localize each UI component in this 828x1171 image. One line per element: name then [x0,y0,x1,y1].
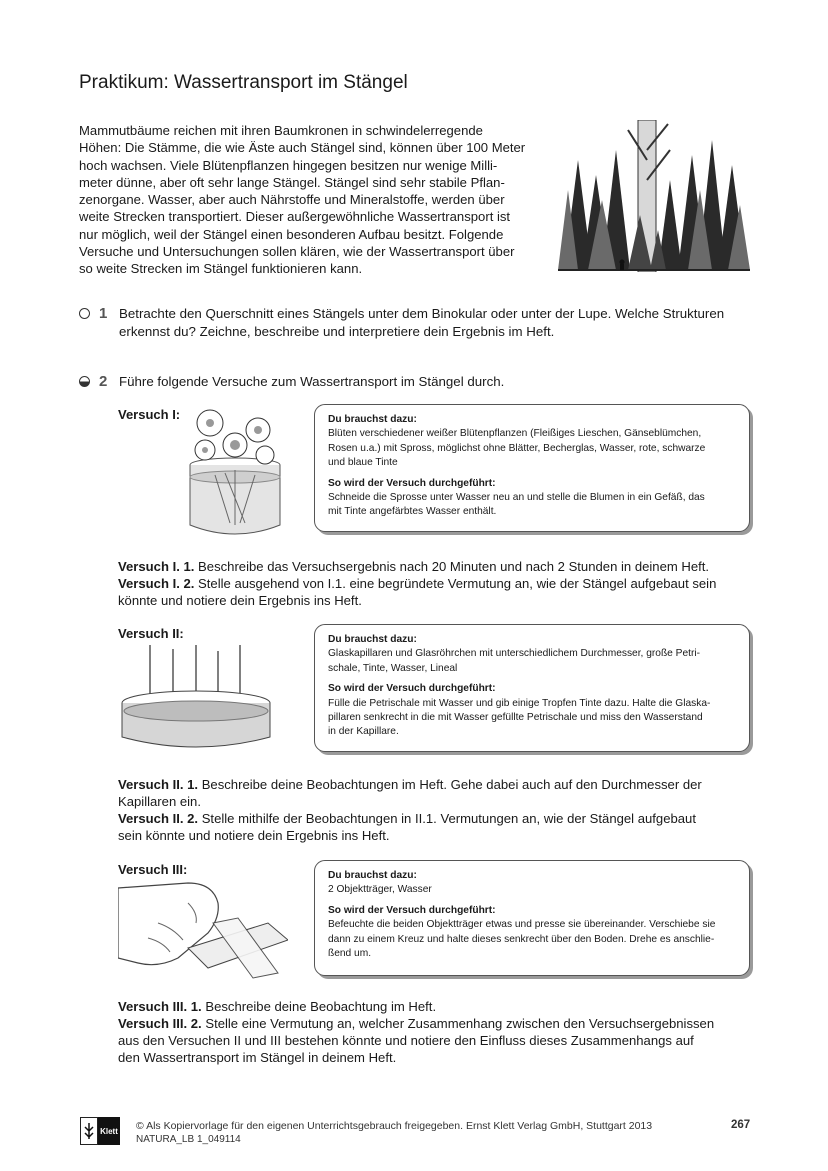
task-1 [79,305,779,340]
copyright-notice: © Als Kopiervorlage für den eigenen Unterrichtsgebrauch freigegeben. Ernst Klett Verlag GmbH, Stuttgart 2013 [136,1120,653,1132]
petri-dish-illustration [118,645,278,755]
intro-paragraph [79,122,541,278]
question-text: Kapillaren ein. [118,794,201,809]
question-text: Beschreibe das Versuchsergebnis nach 20 Minuten und nach 2 Stunden in deinem Heft. [194,559,710,574]
box-heading: So wird der Versuch durchgeführt: [328,683,496,695]
versuch-1-label: Versuch I: [118,407,181,422]
klett-logo-icon [80,1117,98,1145]
box-heading: So wird der Versuch durchgeführt: [328,477,496,489]
box-line: Rosen u.a.) mit Spross, möglichst ohne Blätter, Becherglas, Wasser, rote, schwarze [328,442,706,454]
page-title: Praktikum: Wassertransport im Stängel [79,72,408,93]
question-label: Versuch II. 2. [118,811,199,826]
versuch-1-box [314,404,750,532]
box-line: mit Tinte angefärbtes Wasser enthält. [328,506,497,518]
question-label: Versuch II. 1. [118,777,199,792]
question-text: Stelle ausgehend von I.1. eine begründete Vermutung an, wie der Stängel aufgebaut sein [194,576,717,591]
task-number: 1 [99,305,108,322]
task-line: erkennst du? Zeichne, beschreibe und interpretiere dein Ergebnis im Heft. [119,323,555,339]
box-heading: Du brauchst dazu: [328,414,417,425]
question-label: Versuch I. 1. [118,559,195,574]
versuch-2-label: Versuch II: [118,626,184,641]
box-line: schale, Tinte, Wasser, Lineal [328,662,458,674]
hand-slides-illustration [118,878,288,988]
box-line: 2 Objektträger, Wasser [328,884,432,896]
flower-beaker-illustration [180,405,290,540]
product-code: NATURA_LB 1_049114 [136,1134,241,1145]
task-line: Führe folgende Versuche zum Wassertransport im Stängel durch. [119,374,505,389]
half-circle-icon [79,376,90,387]
box-line: ßend um. [328,948,372,960]
question-label: Versuch I. 2. [118,576,195,591]
intro-line: weite Strecken transportiert. Dieser außergewöhnliche Wassertransport ist [79,209,511,225]
box-line: dann zu einem Kreuz und halte dieses senkrecht über den Boden. Drehe es anschlie- [328,933,715,945]
question-label: Versuch III. 2. [118,1016,202,1031]
page-number: 267 [731,1119,751,1131]
question-label: Versuch III. 1. [118,999,202,1014]
versuch-3-label: Versuch III: [118,862,188,877]
intro-line: Höhen: Die Stämme, die wie Äste auch Stängel sind, können über 100 Meter [79,140,526,156]
box-line: Befeuchte die beiden Objektträger etwas und presse sie übereinander. Verschiebe sie [328,919,716,931]
box-line: Schneide die Sprosse unter Wasser neu an und stelle die Blumen in ein Gefäß, das [328,492,705,504]
intro-line: zenorgane. Wasser, aber auch Nährstoffe und Mineralstoffe, werden über [79,192,505,208]
box-line: in der Kapillare. [328,726,399,738]
question-text: Stelle mithilfe der Beobachtungen in II.1. Vermutungen an, wie der Stängel aufgebaut [198,811,696,826]
intro-line: nur möglich, weil der Stängel einen besonderen Aufbau besitzt. Folgende [79,226,504,242]
open-circle-icon [79,308,90,319]
box-line: pillaren senkrecht in die mit Wasser gefüllte Petrischale und miss den Wasserstand [328,712,703,724]
box-line: und blaue Tinte [328,457,398,469]
question-text: sein könnte und notiere dein Ergebnis ins Heft. [118,828,390,843]
task-line: Betrachte den Querschnitt eines Stängels unter dem Binokular oder unter der Lupe. Welche Strukturen [119,306,725,321]
question-text: Beschreibe deine Beobachtungen im Heft. Gehe dabei auch auf den Durchmesser der [198,777,702,792]
box-heading: Du brauchst dazu: [328,634,417,645]
task-2 [79,373,779,391]
question-text: Beschreibe deine Beobachtung im Heft. [201,999,437,1014]
intro-line: meter dünne, aber oft sehr lange Stängel. Stängel sind sehr stabile Pflan- [79,174,505,190]
intro-line: Versuche und Untersuchungen sollen klären, wie der Wassertransport über [79,244,515,260]
box-line: Blüten verschiedener weißer Blütenpflanzen (Fleißiges Lieschen, Gänseblümchen, [328,428,702,440]
box-heading: Du brauchst dazu: [328,870,417,881]
box-line: Fülle die Petrischale mit Wasser und gib einige Tropfen Tinte dazu. Halte die Glaska- [328,697,711,709]
question-text: könnte und notiere dein Ergebnis ins Heft. [118,593,362,608]
intro-line: so weite Strecken im Stängel funktionieren kann. [79,261,363,277]
box-heading: So wird der Versuch durchgeführt: [328,904,496,916]
versuch-1-questions [118,558,716,609]
klett-logo [80,1117,120,1145]
question-text: Stelle eine Vermutung an, welcher Zusammenhang zwischen den Versuchsergebnissen [201,1016,715,1031]
intro-line: Mammutbäume reichen mit ihren Baumkronen in schwindelerregende [79,123,483,138]
question-text: den Wassertransport im Stängel in deinem Heft. [118,1050,397,1065]
intro-line: hoch wachsen. Viele Blütenpflanzen hingegen besitzen nur wenige Milli- [79,157,498,173]
forest-illustration [558,120,750,272]
versuch-2-box [314,624,750,752]
question-text: aus den Versuchen II und III bestehen könnte und notiere den Einfluss dieses Zusammenhangs auf [118,1033,694,1048]
versuch-2-questions [118,776,702,844]
task-number: 2 [99,373,108,390]
versuch-3-box [314,860,750,976]
klett-logo-text: Klett [98,1117,120,1145]
versuch-3-questions [118,998,714,1066]
box-line: Glaskapillaren und Glasröhrchen mit unterschiedlichem Durchmesser, große Petri- [328,648,700,660]
